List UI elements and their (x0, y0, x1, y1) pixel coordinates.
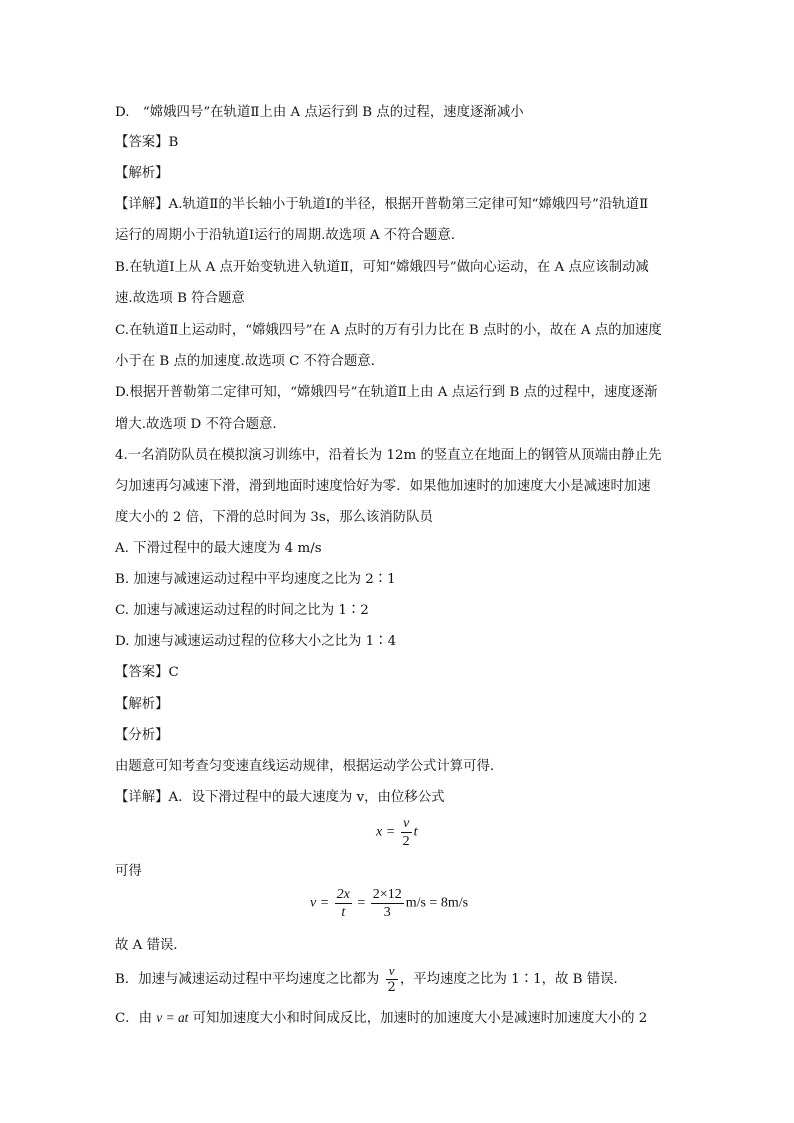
detail-line: C.在轨道Ⅱ上运动时，“嫦娥四号”在 A 点时的万有引力比在 B 点时的小，故在 A 点的加速度 (115, 323, 662, 338)
option-c: C. 加速与减速运动过程的时间之比为 1∶2 (115, 603, 369, 618)
formula-tail: t (413, 824, 418, 840)
answer-label: 【答案】C (115, 665, 179, 680)
option-b: B. 加速与减速运动过程中平均速度之比为 2∶1 (115, 572, 396, 587)
fenxi-label: 【分析】 (115, 728, 169, 743)
detail-line: 增大.故选项 D 不符合题意. (115, 417, 277, 432)
detail-line: 运行的周期小于沿轨道Ⅰ运行的周期.故选项 A 不符合题意. (115, 228, 455, 243)
conclusion-c (115, 1009, 647, 1028)
formula-lhs: x = (376, 824, 396, 840)
detail-line: 小于在 B 点的加速度.故选项 C 不符合题意. (115, 354, 375, 369)
fraction (335, 887, 352, 920)
c-prefix: C．由 (115, 1011, 153, 1026)
fraction-numerator: v (386, 964, 398, 980)
fraction-numerator: v (401, 816, 412, 833)
fraction-numerator: 2×12 (372, 887, 402, 902)
option-d-line: D. “嫦娥四号”在轨道Ⅱ上由 A 点运行到 B 点的过程，速度逐渐减小 (115, 105, 524, 120)
option-d: D. 加速与减速运动过程的位移大小之比为 1∶4 (115, 634, 397, 649)
fraction (371, 887, 404, 920)
option-a: A. 下滑过程中的最大速度为 4 m/s (115, 541, 322, 556)
question-4-line: 度大小的 2 倍，下滑的总时间为 3s，那么该消防队员 (115, 510, 433, 525)
fraction-denominator: t (341, 905, 346, 920)
fenxi-text: 由题意可知考查匀变速直线运动规律，根据运动学公式计算可得． (115, 759, 504, 774)
formula-lhs: v = (310, 895, 330, 911)
detail-line: 【详解】A.轨道Ⅱ的半长轴小于轨道Ⅰ的半径，根据开普勒第三定律可知“嫦娥四号”沿轨道Ⅱ (115, 197, 649, 212)
detail-line: D.根据开普勒第二定律可知，“嫦娥四号”在轨道Ⅱ上由 A 点运行到 B 点的过程中，速度逐渐 (115, 385, 658, 400)
conclusion-b (115, 962, 627, 998)
kede-line: 可得 (115, 864, 142, 879)
answer-label: 【答案】B (115, 135, 179, 150)
detail-line: B.在轨道Ⅰ上从 A 点开始变轨进入轨道Ⅱ，可知“嫦娥四号”做向心运动，在 A 点应该制动减 (115, 260, 649, 275)
c-suffix: 可知加速度大小和时间成反比，加速时的加速度大小是减速时加速度大小的 2 (192, 1011, 648, 1026)
conclusion-a: 故 A 错误． (115, 938, 187, 953)
fraction-denominator: 3 (383, 905, 391, 920)
question-4-line: 4.一名消防队员在模拟演习训练中，沿着长为 12m 的竖直立在地面上的钢管从顶端由静止先 (115, 448, 662, 463)
detail-line: 【详解】A．设下滑过程中的最大速度为 v，由位移公式 (115, 790, 445, 805)
fraction-denominator: 2 (387, 980, 396, 995)
equals-sign: = (357, 895, 366, 911)
detail-line: 速.故选项 B 符合题意 (115, 291, 245, 306)
b-suffix: ，平均速度之比为 1∶1，故 B 错误． (399, 972, 627, 987)
formula-displacement (376, 816, 418, 849)
analysis-label: 【解析】 (115, 697, 169, 712)
formula-tail: m/s = 8m/s (405, 895, 469, 911)
fraction (386, 964, 398, 995)
analysis-label: 【解析】 (115, 166, 169, 181)
question-4-line: 匀加速再匀减速下滑，滑到地面时速度恰好为零．如果他加速时的加速度大小是减速时加速 (115, 479, 651, 494)
fraction (401, 816, 412, 849)
fraction-denominator: 2 (402, 834, 410, 849)
b-prefix: B．加速与减速运动过程中平均速度之比都为 (115, 972, 380, 987)
formula-velocity (310, 887, 468, 920)
fraction-numerator: 2x (336, 887, 350, 902)
c-expression: v = at (156, 1010, 189, 1025)
